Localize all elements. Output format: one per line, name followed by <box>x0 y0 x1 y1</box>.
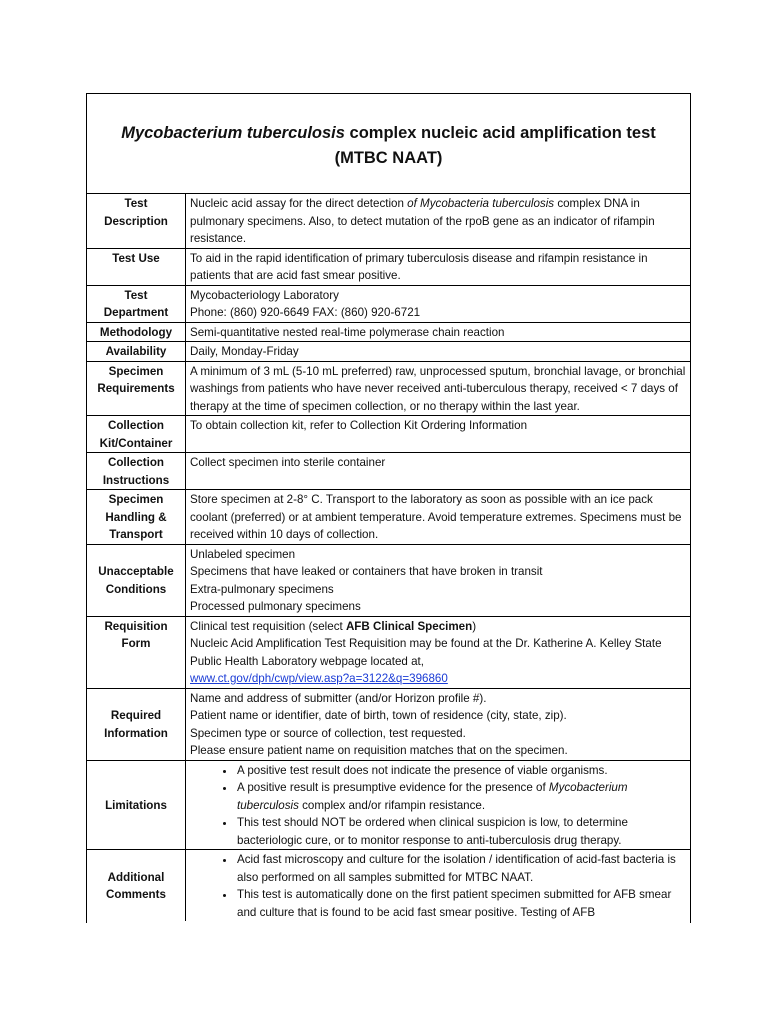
limitation-item: • A positive test result does not indicate the presence of viable organisms. <box>236 762 687 780</box>
condition-item: Unlabeled specimen <box>190 547 296 561</box>
label-limitations: Limitations <box>87 760 186 850</box>
label-required-information: Required Information <box>87 688 186 760</box>
value-specimen-requirements: A minimum of 3 mL (5-10 mL preferred) raw, unprocessed sputum, bronchial lavage, or bronchial washings from patients who have never received anti-tuberculous therapy, received < 7 days of therapy at the time of specimen collection, or no therapy within the last year. <box>186 361 691 416</box>
condition-item: Processed pulmonary specimens <box>190 600 361 613</box>
value-requisition-form: Clinical test requisition (select AFB Clinical Specimen) Nucleic Acid Amplification Test Requisition may be found at the Dr. Katherine A. Kelley State Public Health Laboratory webpage located at, www.ct.gov/dph/cwp/view.asp?a=3122&q=396860 <box>186 616 691 688</box>
label-specimen-requirements: Specimen Requirements <box>87 361 186 416</box>
row-unacceptable-conditions <box>87 544 690 616</box>
value-methodology: Semi-quantitative nested real-time polymerase chain reaction <box>186 322 691 342</box>
label-specimen-handling: Specimen Handling & Transport <box>87 490 186 545</box>
value-additional-comments <box>186 850 691 922</box>
row-collection-instructions <box>87 453 690 490</box>
row-specimen-requirements <box>87 361 690 416</box>
value-collection-kit: To obtain collection kit, refer to Collection Kit Ordering Information <box>186 416 691 453</box>
label-collection-kit: Collection Kit/Container <box>87 416 186 453</box>
row-requisition-form <box>87 616 690 688</box>
label-test-description: Test Description <box>87 194 186 248</box>
requisition-link[interactable]: www.ct.gov/dph/cwp/view.asp?a=3122&q=396860 <box>190 672 448 685</box>
value-test-department: Mycobacteriology Laboratory Phone: (860) 920-6649 FAX: (860) 920-6721 <box>186 285 691 322</box>
value-unacceptable-conditions <box>186 544 691 616</box>
limitation-item: • A positive result is presumptive evidence for the presence of Mycobacterium tuberculosis complex and/or rifampin resistance. <box>236 779 687 814</box>
row-availability <box>87 342 690 362</box>
value-collection-instructions: Collect specimen into sterile container <box>186 453 691 490</box>
row-test-use <box>87 248 690 285</box>
title-text: complex nucleic acid amplification test <box>344 124 656 142</box>
value-test-description: Nucleic acid assay for the direct detection of Mycobacteria tuberculosis complex DNA in pulmonary specimens. Also, to detect mutation of the rpoB gene as an indicator of rifampin resistance. <box>190 197 655 245</box>
label-collection-instructions: Collection Instructions <box>87 453 186 490</box>
label-test-department: Test Department <box>87 285 186 322</box>
row-methodology <box>87 322 690 342</box>
label-availability: Availability <box>87 342 186 362</box>
value-test-use: To aid in the rapid identification of primary tuberculosis disease and rifampin resistance in patients that are acid fast smear positive. <box>186 248 691 285</box>
value-specimen-handling: Store specimen at 2-8° C. Transport to the laboratory as soon as possible with an ice pack coolant (preferred) or at ambient temperature. Avoid temperature extremes. Specimens must be received within 10 days of collection. <box>186 490 691 545</box>
label-test-use: Test Use <box>87 248 186 285</box>
info-table <box>87 194 690 921</box>
condition-item: Extra-pulmonary specimens <box>190 582 334 596</box>
condition-item: Specimens that have leaked or containers that have broken in transit <box>190 565 543 578</box>
row-limitations <box>87 760 690 850</box>
title-abbrev: (MTBC NAAT) <box>334 149 443 167</box>
label-requisition-form: Requisition Form <box>87 616 186 688</box>
info-line: Patient name or identifier, date of birth, town of residence (city, state, zip). <box>190 709 567 722</box>
limitation-item: • This test should NOT be ordered when clinical suspicion is low, to determine bacteriologic cure, or to monitor response to anti-tuberculosis drug therapy. <box>236 814 687 849</box>
value-required-information <box>186 688 691 760</box>
title-organism: Mycobacterium tuberculosis <box>121 124 345 142</box>
comment-item: • Acid fast microscopy and culture for the isolation / identification of acid-fast bacteria is also performed on all samples submitted for MTBC NAAT. <box>236 851 687 886</box>
value-limitations <box>186 760 691 850</box>
comment-item: • This test is automatically done on the first patient specimen submitted for AFB smear and culture that is found to be acid fast smear positive. Testing of AFB <box>236 886 687 921</box>
info-line: Please ensure patient name on requisition matches that on the specimen. <box>190 744 568 757</box>
row-specimen-handling <box>87 490 690 545</box>
row-required-information <box>87 688 690 760</box>
label-methodology: Methodology <box>87 322 186 342</box>
row-test-department <box>87 285 690 322</box>
test-info-sheet <box>86 93 691 923</box>
info-line: Name and address of submitter (and/or Horizon profile #). <box>190 691 487 705</box>
value-availability: Daily, Monday-Friday <box>186 342 691 362</box>
info-line: Specimen type or source of collection, test requested. <box>190 726 466 740</box>
row-test-description <box>87 194 690 248</box>
row-collection-kit <box>87 416 690 453</box>
label-additional-comments: Additional Comments <box>87 850 186 922</box>
page-title <box>87 94 690 194</box>
label-unacceptable-conditions: Unacceptable Conditions <box>87 544 186 616</box>
row-additional-comments <box>87 850 690 922</box>
